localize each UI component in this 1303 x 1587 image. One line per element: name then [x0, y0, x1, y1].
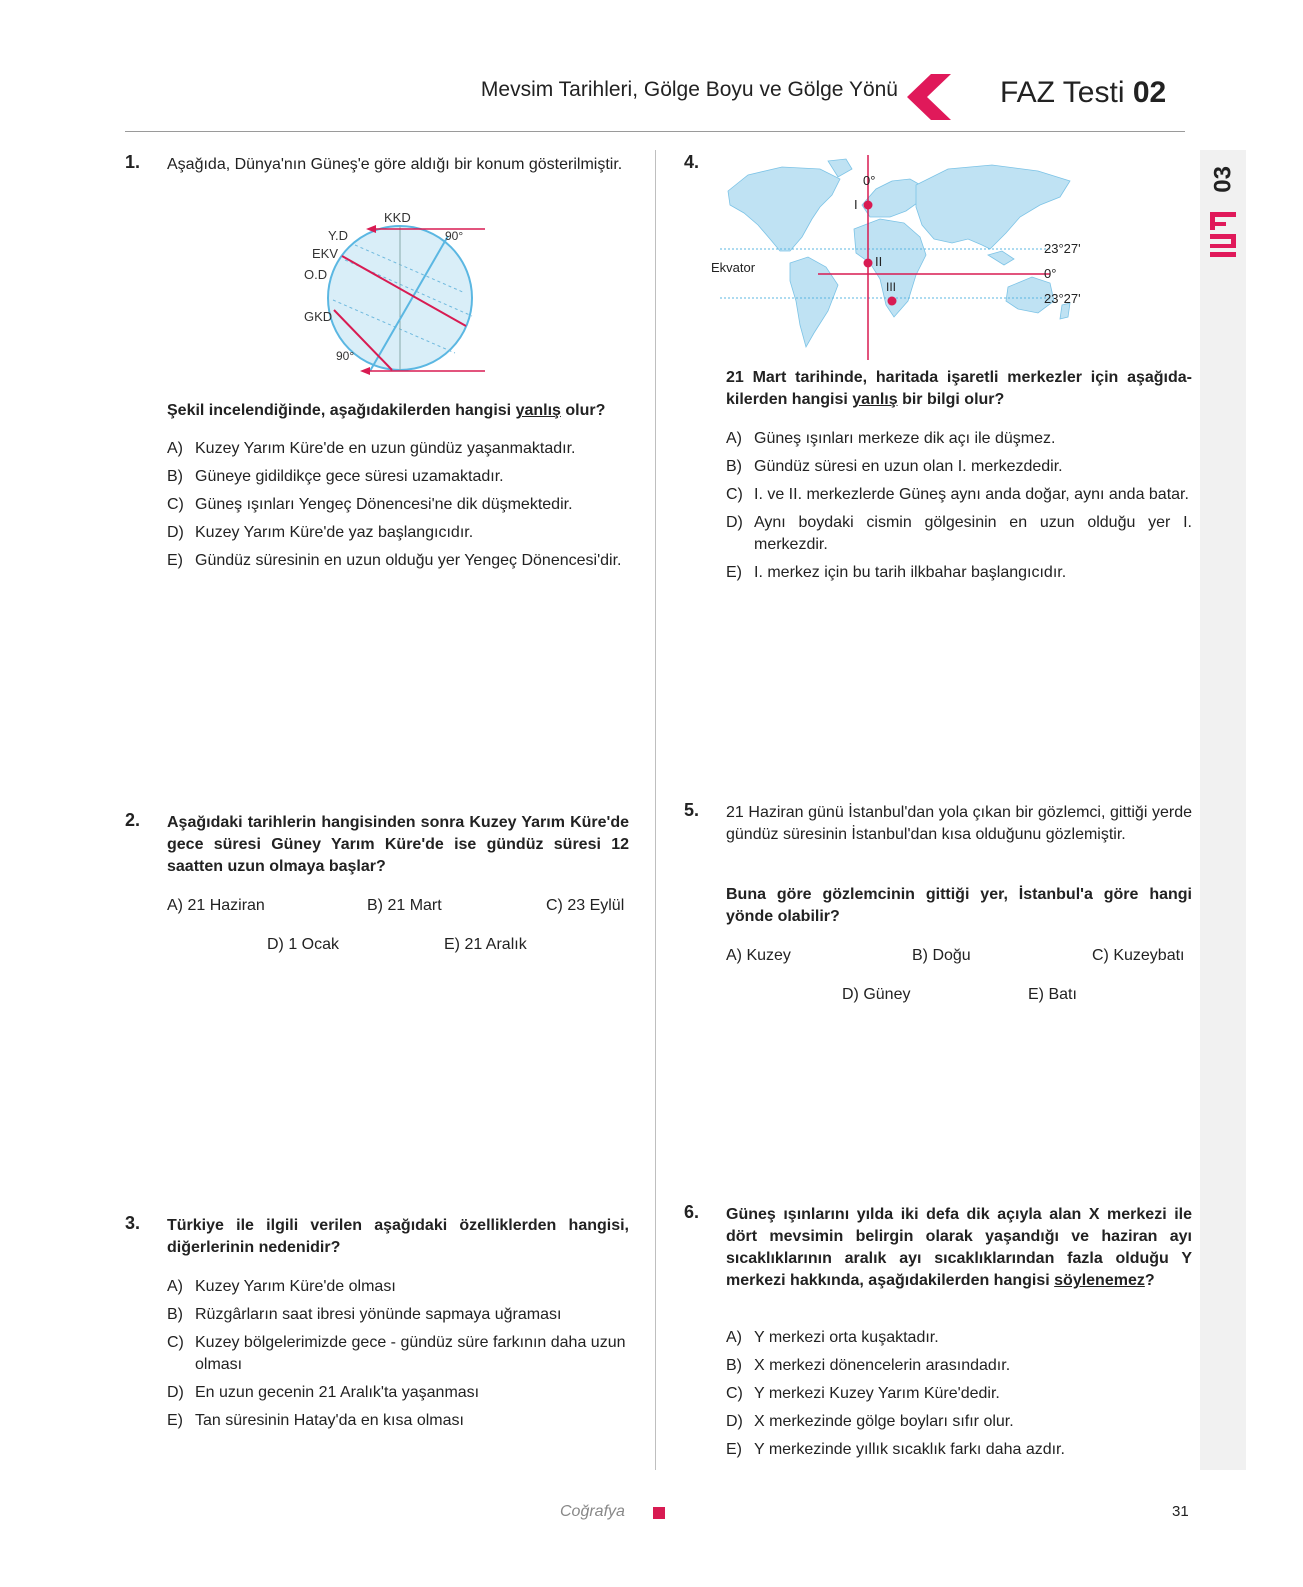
q3-stem: Türkiye ile ilgili verilen aşağıdaki özelliklerden hangisi, diğerlerinin nedenidir? — [167, 1217, 629, 1256]
q1-stem: Şekil incelendiğinde, aşağıdakilerden hangisi yanlış olur? — [167, 402, 606, 419]
q1-option-b[interactable]: B) Güneye gidildikçe gece süresi uzamaktadır. — [167, 468, 504, 485]
q4-keyword: yanlış — [852, 391, 898, 408]
q3-option-a[interactable]: A) Kuzey Yarım Küre'de olması — [167, 1278, 396, 1295]
q5-number: 5. — [684, 800, 700, 820]
q2-option-e[interactable]: E) 21 Aralık — [444, 936, 527, 953]
faz-logo-icon — [1210, 212, 1236, 257]
q2-number: 2. — [125, 810, 141, 830]
side-tab-number: 03 — [1209, 166, 1237, 193]
q4-number: 4. — [684, 152, 700, 172]
q2-option-b[interactable]: B) 21 Mart — [367, 897, 442, 914]
header-divider — [125, 131, 1185, 132]
q4-option-c[interactable]: C) I. ve II. merkezlerde Güneş aynı anda doğar, aynı anda batar. — [726, 486, 1189, 503]
side-strip — [1200, 150, 1246, 1470]
q1-label-90-top: 90° — [445, 229, 464, 243]
header-topic: Mevsim Tarihleri, Gölge Boyu ve Gölge Yönü — [480, 78, 898, 101]
footer-square-icon — [653, 1507, 665, 1519]
q1-keyword: yanlış — [515, 402, 561, 419]
q5-intro: 21 Haziran günü İstanbul'dan yola çıkan bir gözlemci, gittiği yerde gündüz süresinin İstanbul'dan kısa olduğunu gözlemiştir. — [726, 804, 1192, 843]
q2-option-d[interactable]: D) 1 Ocak — [267, 936, 340, 953]
q4-world-map — [711, 155, 1090, 360]
q1-label-od: O.D — [304, 267, 328, 282]
map-label-meridian: 0° — [863, 173, 876, 188]
q1-label-kkd: KKD — [384, 210, 411, 225]
q2-option-c[interactable]: C) 23 Eylül — [546, 897, 625, 914]
q1-label-gkd: GKD — [304, 309, 333, 324]
map-label-equator: Ekvator — [711, 260, 756, 275]
q3-option-c[interactable]: C) Kuzey bölgelerimizde gece - gündüz süre farkının daha uzun olması — [167, 1334, 626, 1373]
q4-option-b[interactable]: B) Gündüz süresi en uzun olan I. merkezdedir. — [726, 458, 1063, 475]
chevron-left-icon — [905, 74, 953, 120]
q3-option-e[interactable]: E) Tan süresinin Hatay'da en kısa olması — [167, 1412, 464, 1429]
q1-label-yd: Y.D — [328, 228, 348, 243]
map-label-point-3: III — [886, 280, 897, 294]
continents-shape — [728, 159, 1070, 347]
footer-subject: Coğrafya — [560, 1503, 625, 1520]
q6-stem: Güneş ışınlarını yılda iki defa dik açıyla alan X merkezi ile dört mevsimin belirgin olarak yaşandığı ve haziran ayı sıcaklıklarının aralık ayı sıcaklıklarından fazla olduğu Y merkezi hakkında, aşağıdakilerden hangisi söylenemez? — [726, 1206, 1192, 1289]
q1-label-ekv: EKV — [312, 246, 339, 261]
map-label-tropic-south: 23°27' — [1044, 291, 1081, 306]
q1-option-c[interactable]: C) Güneş ışınları Yengeç Dönencesi'ne dik düşmektedir. — [167, 496, 573, 513]
q6-number: 6. — [684, 1202, 700, 1222]
q5-option-a[interactable]: A) Kuzey — [726, 947, 791, 964]
q1-options — [167, 438, 629, 578]
q6-keyword: söylenemez — [1054, 1272, 1145, 1289]
q4-options — [726, 428, 1192, 590]
page-number: 31 — [1172, 1503, 1189, 1520]
q5-option-c[interactable]: C) Kuzeybatı — [1092, 947, 1185, 964]
q1-number: 1. — [125, 152, 141, 172]
q4-option-e[interactable]: E) I. merkez için bu tarih ilkbahar başlangıcıdır. — [726, 564, 1067, 581]
q2-stem: Aşağıdaki tarihlerin hangisinden sonra Kuzey Yarım Küre'de gece süresi Güney Yarım Küre'de ise gündüz süresi 12 saatten uzun olmaya başlar? — [167, 814, 629, 875]
q1-option-e[interactable]: E) Gündüz süresinin en uzun olduğu yer Yengeç Dönencesi'dir. — [167, 552, 622, 569]
map-label-point-2: II — [875, 254, 883, 269]
map-label-equator-degree: 0° — [1044, 266, 1057, 281]
q3-option-d[interactable]: D) En uzun gecenin 21 Aralık'ta yaşanması — [167, 1384, 480, 1401]
test-label: FAZ Testi — [1000, 76, 1125, 109]
map-label-point-1: I — [854, 197, 858, 212]
q4-option-d[interactable]: D) Aynı boydaki cismin gölgesinin en uzun olduğu yer I. merkezdir. — [726, 514, 1192, 553]
q6-option-c[interactable]: C) Y merkezi Kuzey Yarım Küre'dedir. — [726, 1385, 1000, 1402]
q5-stem: Buna göre gözlemcinin gittiği yer, İstanbul'a göre hangi yönde olabilir? — [726, 886, 1192, 925]
test-title — [1000, 76, 1166, 110]
q1-option-d[interactable]: D) Kuzey Yarım Küre'de yaz başlangıcıdır. — [167, 524, 474, 541]
test-number: 02 — [1132, 76, 1167, 109]
q4-option-a[interactable]: A) Güneş ışınları merkeze dik açı ile düşmez. — [726, 430, 1056, 447]
q6-option-b[interactable]: B) X merkezi dönencelerin arasındadır. — [726, 1357, 1011, 1374]
q6-options — [726, 1327, 1192, 1467]
q1-option-a[interactable]: A) Kuzey Yarım Küre'de en uzun gündüz yaşanmaktadır. — [167, 440, 576, 457]
q1-earth-diagram — [300, 208, 500, 378]
q1-intro: Aşağıda, Dünya'nın Güneş'e göre aldığı bir konum gösterilmiştir. — [167, 156, 623, 173]
q6-option-d[interactable]: D) X merkezinde gölge boyları sıfır olur. — [726, 1413, 1014, 1430]
q3-options — [167, 1276, 629, 1438]
q4-stem: 21 Mart tarihinde, haritada işaretli merkezler için aşağıdakilerden hangisi yanlış bir bilgi olur? — [726, 369, 1192, 408]
q6-option-a[interactable]: A) Y merkezi orta kuşaktadır. — [726, 1329, 939, 1346]
faz-logo-tab — [1206, 152, 1240, 262]
q2-option-a[interactable]: A) 21 Haziran — [167, 897, 265, 914]
q5-option-e[interactable]: E) Batı — [1028, 986, 1077, 1003]
q5-option-b[interactable]: B) Doğu — [912, 947, 971, 964]
q3-option-b[interactable]: B) Rüzgârların saat ibresi yönünde sapmaya uğraması — [167, 1306, 562, 1323]
column-divider — [655, 150, 656, 1470]
map-label-tropic-north: 23°27' — [1044, 241, 1081, 256]
q1-label-90-bottom: 90° — [336, 349, 355, 363]
q5-option-d[interactable]: D) Güney — [842, 986, 911, 1003]
q3-number: 3. — [125, 1213, 141, 1233]
q6-option-e[interactable]: E) Y merkezinde yıllık sıcaklık farkı daha azdır. — [726, 1441, 1065, 1458]
